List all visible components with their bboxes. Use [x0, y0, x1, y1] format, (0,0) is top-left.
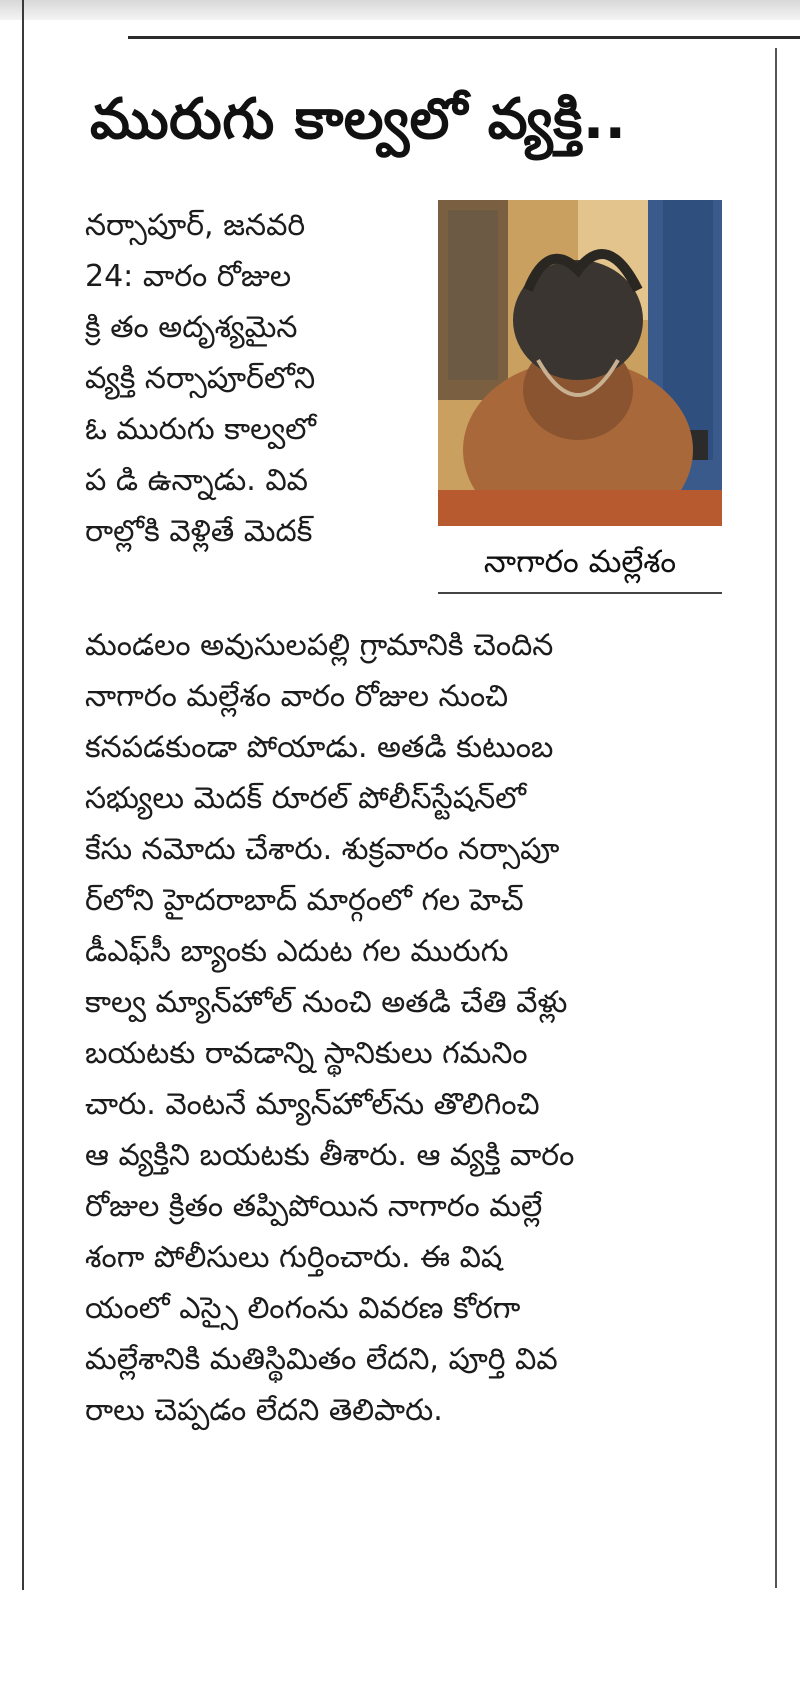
article-wide-column [85, 620, 740, 1436]
article-line: శంగా పోలీసులు గుర్తించారు. ఈ విష [85, 1240, 503, 1275]
left-column-rule [22, 0, 24, 1590]
photo-caption: నాగారం మల్లేశం [483, 544, 677, 580]
article-line: ఓ మురుగు కాల్వలో [85, 412, 317, 447]
article-line: నర్సాపూర్, జనవరి [85, 208, 306, 243]
previous-article-edge [0, 0, 800, 20]
article-line: మల్లేశానికి మతిస్థిమితం లేదని, పూర్తి వివ [85, 1342, 558, 1377]
article-narrow-column [85, 200, 415, 557]
article-line: రాలు చెప్పడం లేదని తెలిపారు. [85, 1393, 443, 1428]
article-line: వ్యక్తి నర్సాపూర్‌లోని [85, 361, 316, 396]
article-line: ఆ వ్యక్తిని బయటకు తీశారు. ఆ వ్యక్తి వారం [85, 1138, 575, 1173]
article-line: కాల్వ మ్యాన్‌హోల్ నుంచి అతడి చేతి వేళ్లు [85, 985, 568, 1020]
article-line: యంలో ఎస్సై లింగంను వివరణ కోరగా [85, 1291, 521, 1326]
article-line: డీఎఫ్‌సీ బ్యాంకు ఎదుట గల మురుగు [85, 934, 509, 969]
top-rule [128, 36, 800, 39]
article-line: క్రి తం అదృశ్యమైన [85, 310, 298, 345]
article-line: మండలం అవుసులపల్లి గ్రామానికి చెందిన [85, 628, 554, 663]
news-photo [438, 200, 722, 526]
right-column-rule [775, 48, 777, 1588]
article-line: చారు. వెంటనే మ్యాన్‌హోల్‌ను తొలిగించి [85, 1087, 540, 1122]
person-photo-illustration [438, 200, 722, 526]
article-line: బయటకు రావడాన్ని స్థానికులు గమనిం [85, 1036, 528, 1071]
article-line: సభ్యులు మెదక్ రూరల్ పోలీస్‌స్టేషన్‌లో [85, 781, 527, 816]
caption-rule [438, 592, 722, 594]
article-line: కనపడకుండా పోయాడు. అతడి కుటుంబ [85, 730, 554, 765]
article-line: ర్‌లోని హైదరాబాద్ మార్గంలో గల హెచ్ [85, 883, 524, 918]
article-line: నాగారం మల్లేశం వారం రోజుల నుంచి [85, 679, 509, 714]
article-line: రాల్లోకి వెళ్లితే మెదక్ [85, 514, 313, 549]
article-headline: మురుగు కాల్వలో వ్యక్తి.. [90, 87, 627, 152]
article-line: కేసు నమోదు చేశారు. శుక్రవారం నర్సాపూ [85, 832, 560, 867]
article-line: ప డి ఉన్నాడు. వివ [85, 463, 309, 498]
article-line: 24: వారం రోజుల [85, 259, 292, 294]
article-line: రోజుల క్రితం తప్పిపోయిన నాగారం మల్లే [85, 1189, 543, 1224]
